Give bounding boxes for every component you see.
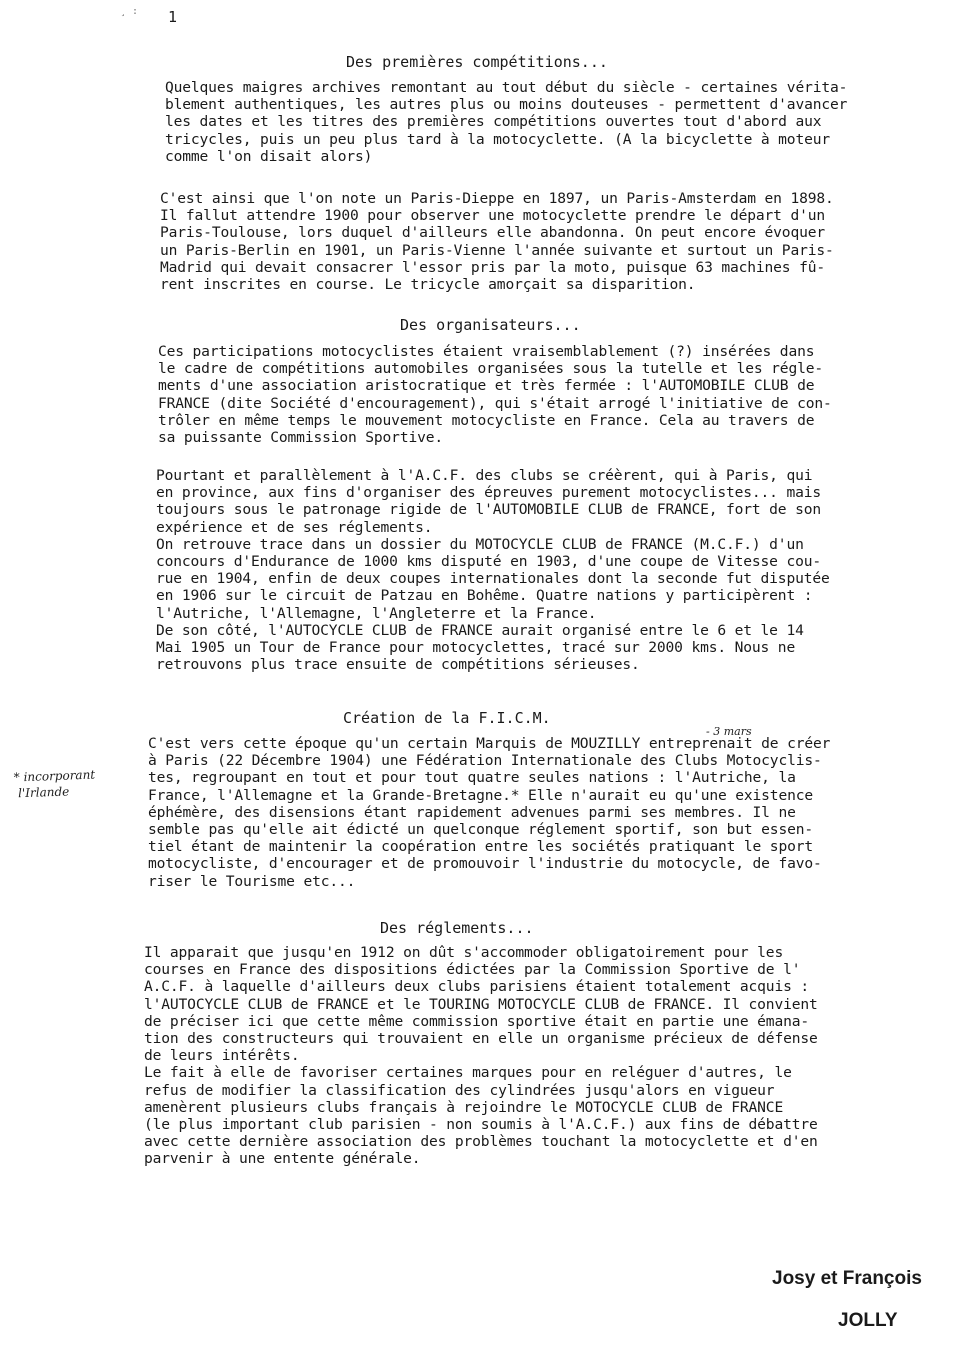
paragraph-commission: Il apparait que jusqu'en 1912 on dût s'accommoder obligatoirement pour les courses en France des dispositions édictées par la Commission Sportive de l' A.C.F. à laquelle d'ailleurs deux clubs parisiens étaient totalement acquis : l'AUTOCYCLE CLUB de FRANCE et le TOURING MOTOCYCLE CLUB de FRANCE. Il convient de préciser ici que cette même commission sportive était en partie une émana- tion des constructeurs qui trouvaient en elle un organisme précieux de défense de leurs intérêts. Le fait à elle de favoriser certaines marques pour en reléguer d'autres, le refus de modifier la classification des cylindrées jusqu'alors en vigueur amenèrent plusieurs clubs français à rejoindre le MOTOCYCLE CLUB de FRANCE (le plus important club parisien - non soumis à l'A.C.F.) aux fins de débattre avec cette dernière association des problèmes touchant la motocyclette et d'en parvenir à une entente générale.	[144, 944, 818, 1168]
signature-authors: Josy et François	[772, 1268, 922, 1289]
paragraph-archives: Quelques maigres archives remontant au tout début du siècle - certaines vérita- blement authentiques, les autres plus ou moins douteuses - permettent d'avancer les dates et les titres des premières compétitions ouvertes tout d'abord aux tricycles, puis un peu plus tard à la motocyclette. (A la bicyclette à moteur comme l'on disait alors)	[165, 79, 848, 165]
page-number: 1	[168, 8, 178, 26]
paragraph-mouzilly: C'est vers cette époque qu'un certain Marquis de MOUZILLY entreprenait de créer à Paris (22 Décembre 1904) une Fédération Internationale des Clubs Motocyclis- tes, regroupant en tout et pour tout quatre seules nations : l'Autriche, la France, l'Allemagne et la Grande-Bretagne.* Elle n'aurait eu qu'une existence éphémère, des disensions étant rapidement advenues parmi ses membres. Il ne semble pas qu'elle ait édicté un quelconque réglement sportif, son but essen- tiel étant de maintenir la coopération entre les sociétés pratiquant le sport motocycliste, d'encourager et de promouvoir l'industrie du motocycle, de favo- riser le Tourisme etc...	[148, 735, 831, 890]
scan-speck: ¸ :	[120, 6, 139, 17]
paragraph-participations: Ces participations motocyclistes étaient vraisemblablement (?) insérées dans le cadre de compétitions automobiles organisées sous la tutelle et les régle- ments d'une association aristocratique et très fermée : l'AUTOMOBILE CLUB de FRANCE (dite Société d'encouragement), qui s'était arrogé l'initiative de con- trôler en même temps le mouvement motocycliste en France. Cela au travers de sa puissante Commission Sportive.	[158, 343, 832, 447]
heading-premieres-competitions: Des premières compétitions...	[346, 53, 608, 71]
heading-organisateurs: Des organisateurs...	[400, 316, 581, 334]
handwritten-margin-note: * incorporant l'Irlande	[13, 767, 96, 801]
heading-reglements: Des réglements...	[380, 919, 534, 937]
heading-creation-ficm: Création de la F.I.C.M.	[343, 709, 551, 727]
paragraph-clubs: Pourtant et parallèlement à l'A.C.F. des clubs se créèrent, qui à Paris, qui en province, aux fins d'organiser des épreuves purement motocyclistes... mais toujours sous le patronage rigide de l'AUTOMOBILE CLUB de FRANCE, fort de son expérience et de ses réglements. On retrouve trace dans un dossier du MOTOCYCLE CLUB de FRANCE (M.C.F.) d'un concours d'Endurance de 1000 kms disputé en 1903, d'une coupe de Vitesse cou- rue en 1904, enfin de deux coupes internationales dont la seconde fut disputée en 1906 sur le circuit de Patzau en Bohême. Quatre nations y participèrent : l'Autriche, l'Allemagne, l'Angleterre et la France. De son côté, l'AUTOCYCLE CLUB de FRANCE aurait organisé entre le 6 et le 14 Mai 1905 un Tour de France pour motocyclettes, tracé sur 2000 kms. Nous ne retrouvons plus trace ensuite de compétitions sérieuses.	[156, 467, 830, 674]
handwritten-date-annotation: - 3 mars	[706, 725, 752, 738]
paragraph-paris-dieppe: C'est ainsi que l'on note un Paris-Dieppe en 1897, un Paris-Amsterdam en 1898. Il fallut attendre 1900 pour observer une motocyclette prendre le départ d'un Paris-Toulouse, lors duquel d'ailleurs elle abandonna. On peut encore évoquer un Paris-Berlin en 1901, un Paris-Vienne l'année suivante et surtout un Paris- Madrid qui devait consacrer l'essor pris par la moto, puisque 63 machines fû- rent inscrites en course. Le tricycle amorçait sa disparition.	[160, 190, 834, 294]
signature-surname: JOLLY	[838, 1310, 898, 1331]
